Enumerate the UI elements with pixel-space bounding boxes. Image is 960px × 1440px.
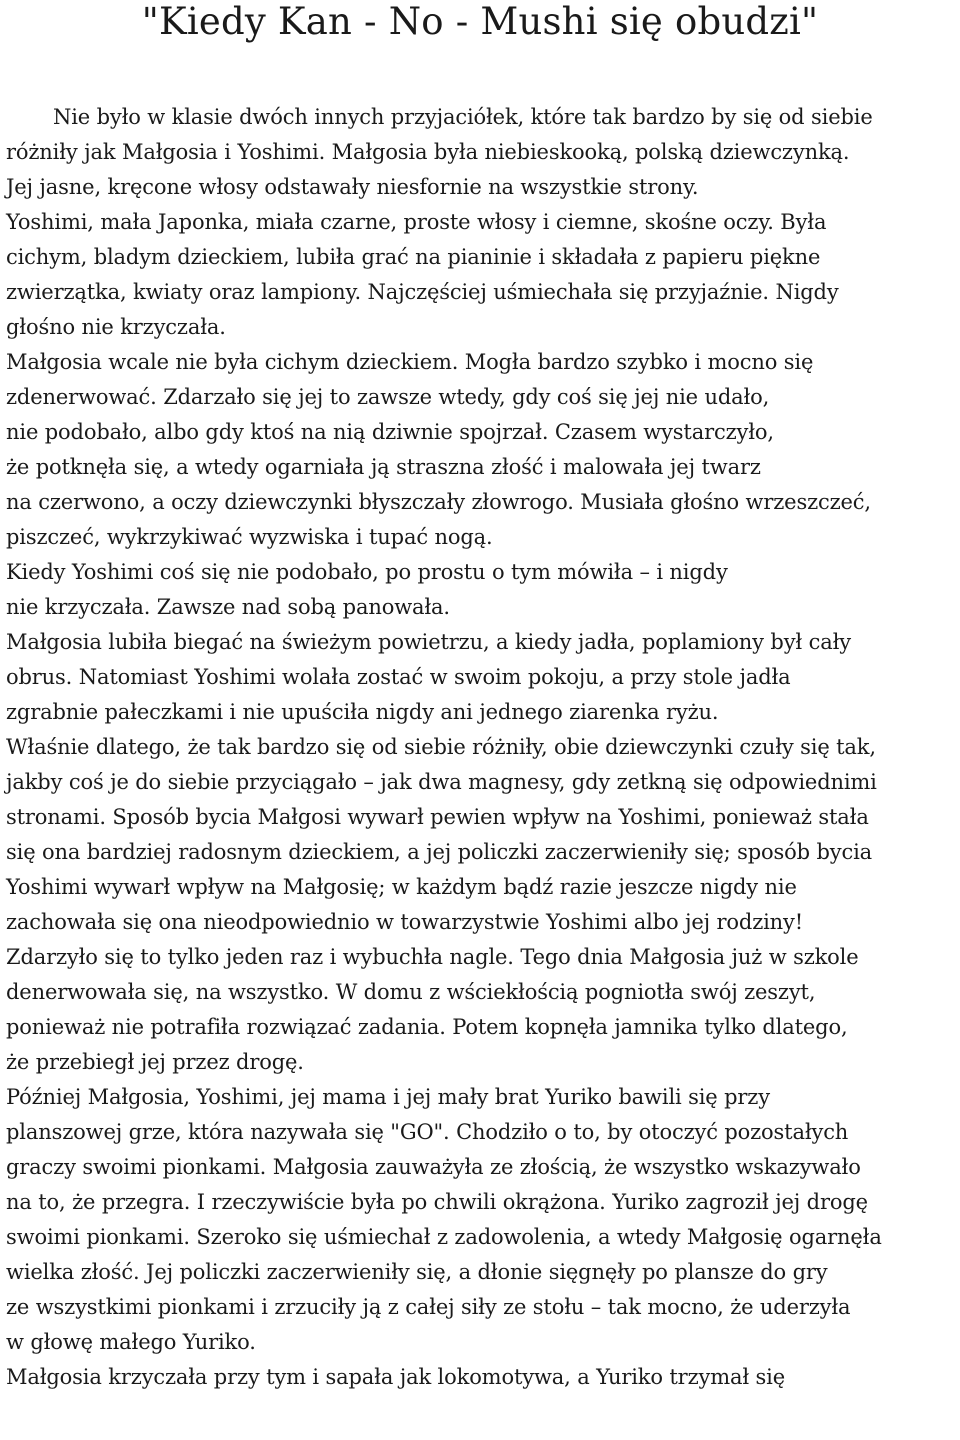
- text-line: Małgosia wcale nie była cichym dzieckiem. Mogła bardzo szybko i mocno się: [6, 350, 814, 374]
- text-line: na to, że przegra. I rzeczywiście była po chwili okrążona. Yuriko zagroził jej drogę: [6, 1190, 868, 1214]
- text-line: graczy swoimi pionkami. Małgosia zauważyła ze złością, że wszystko wskazywało: [6, 1155, 861, 1179]
- story-text: [6, 100, 960, 1395]
- text-line: Zdarzyło się to tylko jeden raz i wybuchła nagle. Tego dnia Małgosia już w szkole: [6, 945, 859, 969]
- text-line: różniły jak Małgosia i Yoshimi. Małgosia była niebieskooką, polską dziewczynką.: [6, 140, 850, 164]
- text-line: Jej jasne, kręcone włosy odstawały niesfornie na wszystkie strony.: [6, 175, 699, 199]
- text-line: obrus. Natomiast Yoshimi wolała zostać w swoim pokoju, a przy stole jadła: [6, 665, 791, 689]
- text-line: zdenerwować. Zdarzało się jej to zawsze wtedy, gdy coś się jej nie udało,: [6, 385, 770, 409]
- text-line: nie krzyczała. Zawsze nad sobą panowała.: [6, 595, 450, 619]
- text-line: cichym, bladym dzieckiem, lubiła grać na pianinie i składała z papieru piękne: [6, 245, 821, 269]
- text-line: zgrabnie pałeczkami i nie upuściła nigdy ani jednego ziarenka ryżu.: [6, 700, 719, 724]
- text-line: piszczeć, wykrzykiwać wyzwiska i tupać nogą.: [6, 525, 493, 549]
- text-line: głośno nie krzyczała.: [6, 315, 226, 339]
- text-line: ponieważ nie potrafiła rozwiązać zadania. Potem kopnęła jamnika tylko dlatego,: [6, 1015, 848, 1039]
- text-line: ze wszystkimi pionkami i zrzuciły ją z całej siły ze stołu – tak mocno, że uderzyła: [6, 1295, 851, 1319]
- text-line: Małgosia krzyczała przy tym i sapała jak lokomotywa, a Yuriko trzymał się: [6, 1365, 785, 1389]
- text-line: że potknęła się, a wtedy ogarniała ją straszna złość i malowała jej twarz: [6, 455, 761, 479]
- text-line: stronami. Sposób bycia Małgosi wywarł pewien wpływ na Yoshimi, ponieważ stała: [6, 805, 869, 829]
- page-title: "Kiedy Kan - No - Mushi się obudzi": [141, 0, 819, 43]
- text-line: zachowała się ona nieodpowiednio w towarzystwie Yoshimi albo jej rodziny!: [6, 910, 804, 934]
- text-line: Yoshimi wywarł wpływ na Małgosię; w każdym bądź razie jeszcze nigdy nie: [6, 875, 797, 899]
- text-line: się ona bardziej radosnym dzieckiem, a jej policzki zaczerwieniły się; sposób bycia: [6, 840, 873, 864]
- text-line: że przebiegł jej przez drogę.: [6, 1050, 304, 1074]
- text-line: Kiedy Yoshimi coś się nie podobało, po prostu o tym mówiła – i nigdy: [6, 560, 728, 584]
- text-line: w głowę małego Yuriko.: [6, 1330, 256, 1354]
- text-line: Małgosia lubiła biegać na świeżym powietrzu, a kiedy jadła, poplamiony był cały: [6, 630, 851, 654]
- text-line: zwierzątka, kwiaty oraz lampiony. Najczęściej uśmiechała się przyjaźnie. Nigdy: [6, 280, 839, 304]
- text-line: Yoshimi, mała Japonka, miała czarne, proste włosy i ciemne, skośne oczy. Była: [6, 210, 827, 234]
- text-line: Później Małgosia, Yoshimi, jej mama i jej mały brat Yuriko bawili się przy: [6, 1085, 770, 1109]
- text-line: nie podobało, albo gdy ktoś na nią dziwnie spojrzał. Czasem wystarczyło,: [6, 420, 774, 444]
- text-line: na czerwono, a oczy dziewczynki błyszczały złowrogo. Musiała głośno wrzeszczeć,: [6, 490, 871, 514]
- text-line: Nie było w klasie dwóch innych przyjaciółek, które tak bardzo by się od siebie: [53, 105, 873, 129]
- text-line: Właśnie dlatego, że tak bardzo się od siebie różniły, obie dziewczynki czuły się tak,: [6, 735, 876, 759]
- text-line: planszowej grze, która nazywała się "GO". Chodziło o to, by otoczyć pozostałych: [6, 1120, 849, 1144]
- text-line: swoimi pionkami. Szeroko się uśmiechał z zadowolenia, a wtedy Małgosię ogarnęła: [6, 1225, 882, 1249]
- text-line: wielka złość. Jej policzki zaczerwieniły się, a dłonie sięgnęły po plansze do gry: [6, 1260, 828, 1284]
- text-line: jakby coś je do siebie przyciągało – jak dwa magnesy, gdy zetkną się odpowiednimi: [6, 770, 877, 794]
- text-line: denerwowała się, na wszystko. W domu z wściekłością pogniotła swój zeszyt,: [6, 980, 816, 1004]
